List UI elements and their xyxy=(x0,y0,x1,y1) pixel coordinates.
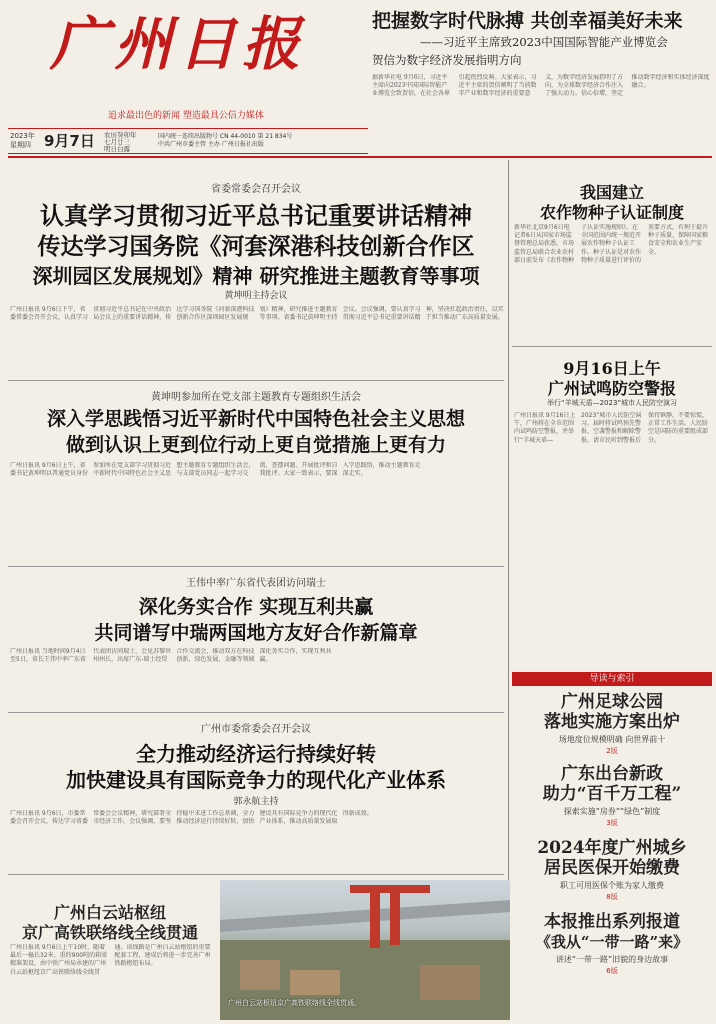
guide-item-4-title[interactable]: 本报推出系列报道 xyxy=(544,912,680,932)
section-divider xyxy=(8,874,504,875)
story4-title-line2[interactable]: 加快建设具有国际竞争力的现代化产业体系 xyxy=(66,768,446,792)
guide-item-3-sub: 职工可用医保个账为家人缴费 xyxy=(560,881,664,890)
publication-info: 国内统一连续出版物号 CN 44-0010 第 21 834号 中共广州市委主管 主办 广州日报社出版 xyxy=(158,133,293,148)
story2-title-line2[interactable]: 做到认识上更到位行动上更自觉措施上更有力 xyxy=(65,434,446,456)
story1-kicker: 省委常委会召开会议 xyxy=(211,184,301,195)
guide-item-3-page[interactable]: 8版 xyxy=(606,893,618,901)
story2-body: 广州日报讯 9月6日上午，省委书记黄坤明以普通党员身份参加所在党支部学习贯彻习近平新时代中国特色社会主义思想主题教育专题组织生活会，与支部党员同志一起学习交流、查摆问题、开展批评和自我批评。大家一致表示，要深入学思践悟，推动主题教育走深走实。 xyxy=(10,462,421,478)
guide-item-4-sub: 讲述“一带一路”旧貌的身边故事 xyxy=(555,955,669,964)
guide-item-2-sub: 探索实施“房券”“绿色”制度 xyxy=(563,807,661,816)
story1-body: 广州日报讯 9月6日下午，省委常委会召开会议，认真学习贯彻习近平总书记在中央政治局会议上的重要讲话精神，传达学习国务院《河套深港科技创新合作区深圳园区发展规划》精神，研究推进主题教育等事项。省委书记黄坤明主持会议。会议强调，要认真学习贯彻习近平总书记重要讲话精神，坚决扛起政治责任，以实干担当推动广东高质量发展。 xyxy=(10,306,504,322)
newspaper-logo: 广州日报 xyxy=(50,10,307,78)
story2-kicker: 黄坤明参加所在党支部主题教育专题组织生活会 xyxy=(151,392,361,403)
guide-item-2-page[interactable]: 3版 xyxy=(606,819,618,827)
lead-body: 据新华社电 9月6日，习近平主席向2023中国国际智能产业博览会致贺信，在社会各界引起热烈反响。大家表示，习近平主席的贺信阐明了当前数字产业和数字经济的重要意义，为数字经济发展指明了方向，为全球数字经济合作注入了强大动力。信心倍增，坚定推动数字经济和实体经济深度融合。 xyxy=(372,74,710,97)
story1-title-line3[interactable]: 深圳园区发展规划》精神 研究推进主题教育等事项 xyxy=(32,264,480,288)
masthead-divider xyxy=(8,156,712,158)
photo-caption: 广州白云站枢纽京广高铁联络线全线贯通。 xyxy=(228,999,361,1007)
right2-body: 广州日报讯 9月16日上午，广州将在全市范围内试鸣防空警报，并举行“羊城天盾—2023”城市人民防空演习。届时将试鸣预先警报、空袭警报和解除警报。请市民听到警报后保持镇静，不要惊慌，正常工作生活。人民防空是国防的重要组成部分。 xyxy=(514,412,709,444)
guide-header: 导读与索引 xyxy=(512,672,712,686)
story2-title-line1[interactable]: 深入学思践悟习近平新时代中国特色社会主义思想 xyxy=(46,408,465,430)
story1-byline: 黄坤明主持会议 xyxy=(224,291,288,301)
issue-year: 2023年 星期四 xyxy=(10,132,35,149)
story3-kicker: 王伟中率广东省代表团访问瑞士 xyxy=(186,578,326,589)
guide-item-2-title[interactable]: 广东出台新政 xyxy=(561,764,663,784)
lead-subtitle-1: ——习近平主席致2023中国国际智能产业博览会 xyxy=(420,35,668,49)
story3-title-line2[interactable]: 共同谱写中瑞两国地方友好合作新篇章 xyxy=(94,622,418,644)
right1-title-line1[interactable]: 我国建立 xyxy=(579,183,644,202)
guide-item-4-title2[interactable]: 《我从“一带一路”来》 xyxy=(535,933,689,951)
story1-title-line2[interactable]: 传达学习国务院《河套深港科技创新合作区 xyxy=(37,233,475,260)
section-divider xyxy=(512,346,712,347)
guide-item-2-title2[interactable]: 助力“百千万工程” xyxy=(542,784,682,804)
lunar-date: 农历癸卯年 七月廿三 明日白露 xyxy=(104,131,137,153)
right2-title-line1[interactable]: 9月16日上午 xyxy=(563,359,661,378)
story5-title-line2[interactable]: 京广高铁联络线全线贯通 xyxy=(21,923,198,942)
section-divider xyxy=(8,566,504,567)
guide-item-3-title[interactable]: 2024年度广州城乡 xyxy=(537,838,687,858)
story5-body: 广州日报讯 9月6日上午10时，随着最后一榀长32米、重约900吨的箱梁精准架设，由中铁广州局承建的广州白云站枢纽京广高铁联络线全线贯通。该线路是广州白云站枢纽的重要配套工程，建成后将进一步完善广州铁路枢纽布局。 xyxy=(10,944,211,976)
newspaper-slogan: 追求最出色的新闻 塑造最具公信力媒体 xyxy=(108,111,264,121)
guide-item-4-page[interactable]: 6版 xyxy=(606,967,618,975)
story4-byline: 郭永航主持 xyxy=(233,797,279,807)
story5-title-line1[interactable]: 广州白云站枢纽 xyxy=(53,903,166,922)
right1-body: 新华社北京9月6日电 记者6日从国家市场监督管理总局获悉，市场监管总局联合农业农村部日前发布《农作物种子认证实施规则》，在全国范围内统一规范开展农作物种子认证工作。种子认证是对农作物种子质量进行评价的重要方式，有利于提升种子质量，保障国家粮食安全和农业生产安全。 xyxy=(514,224,709,264)
guide-item-1-sub: 场地度位规模明确 向世界前十 xyxy=(558,735,666,744)
story3-body: 广州日报讯 当地时间9月4日至5日，省长王伟中率广东省代表团访问瑞士，会见苏黎世州州长，出席广东-瑞士经贸合作交流会，推动双方在科技创新、绿色发展、金融等领域深化务实合作，实现互利共赢。 xyxy=(10,648,332,664)
story4-title-line1[interactable]: 全力推动经济运行持续好转 xyxy=(136,742,376,766)
issue-info-bar xyxy=(8,128,368,154)
lead-subtitle-2: 贺信为数字经济发展指明方向 xyxy=(372,53,522,67)
story3-title-line1[interactable]: 深化务实合作 实现互利共赢 xyxy=(138,596,374,618)
section-divider xyxy=(8,712,504,713)
section-divider xyxy=(8,380,504,381)
guide-item-3-title2[interactable]: 居民医保开始缴费 xyxy=(544,858,680,878)
lead-headline[interactable]: 把握数字时代脉搏 共创幸福美好未来 xyxy=(372,10,683,32)
story4-body: 广州日报讯 9月6日，市委常委会召开会议，传达学习省委常委会会议精神，研究部署全市经济工作。会议强调，要坚持稳中求进工作总基调，全力推动经济运行持续好转，加快建设具有国际竞争力的现代化产业体系，推动高质量发展取得新成效。 xyxy=(10,810,373,826)
issue-date: 9月7日 xyxy=(44,132,95,150)
right2-title-line2[interactable]: 广州试鸣防空警报 xyxy=(547,379,676,398)
right1-title-line2[interactable]: 农作物种子认证制度 xyxy=(539,203,684,222)
right2-subtitle: 举行“羊城天盾—2023”城市人民防空演习 xyxy=(546,399,678,407)
story1-title-line1[interactable]: 认真学习贯彻习近平总书记重要讲话精神 xyxy=(40,201,472,230)
guide-item-1-title[interactable]: 广州足球公园 xyxy=(561,692,663,712)
guide-item-1-page[interactable]: 2版 xyxy=(606,747,618,755)
guide-item-1-title2[interactable]: 落地实施方案出炉 xyxy=(544,712,680,732)
story4-kicker: 广州市委常委会召开会议 xyxy=(201,724,311,735)
